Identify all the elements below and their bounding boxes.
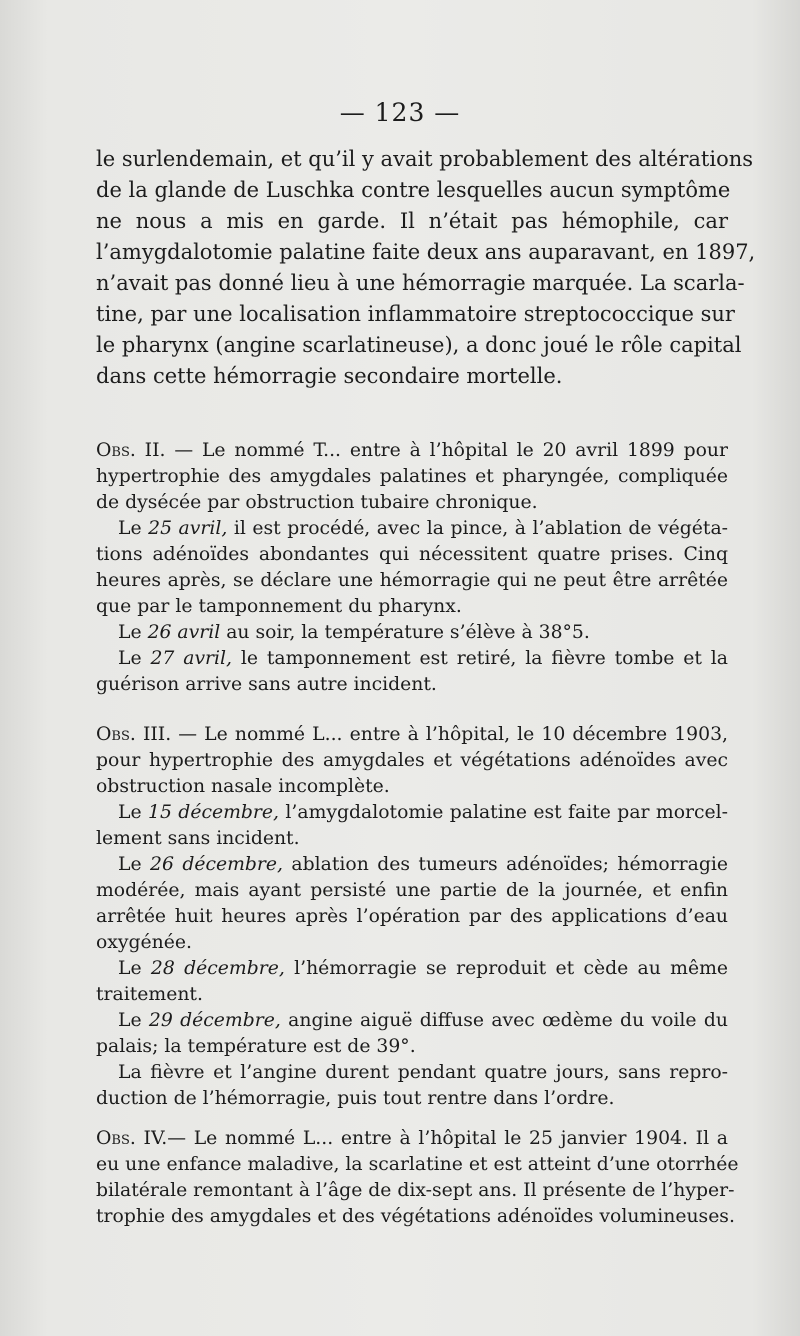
line-text: tions adénoïdes abondantes qui nécessitent quatre prises. Cinq bbox=[96, 544, 728, 565]
text-line bbox=[96, 330, 742, 361]
line-prefix: Le bbox=[118, 622, 148, 643]
text-line bbox=[96, 438, 728, 464]
line-text: — Le nommé L... entre à l’hôpital le 25 janvier 1904. Il a bbox=[167, 1128, 728, 1149]
line-text: que par le tamponnement du pharynx. bbox=[96, 596, 462, 617]
text-line bbox=[96, 774, 728, 800]
text-line bbox=[96, 722, 728, 748]
text-line bbox=[96, 464, 728, 490]
line-text: le surlendemain, et qu’il y avait probablement des altérations bbox=[96, 147, 754, 171]
date-emphasis: 25 avril, bbox=[148, 518, 228, 539]
line-text: La fièvre et l’angine durent pendant quatre jours, sans repro- bbox=[118, 1062, 728, 1083]
date-emphasis: 26 décembre, bbox=[150, 854, 283, 875]
text-line bbox=[96, 982, 728, 1008]
observation-label: Obs. II. bbox=[96, 440, 166, 461]
line-text: de dysécée par obstruction tubaire chronique. bbox=[96, 492, 538, 513]
text-line bbox=[96, 826, 728, 852]
text-line bbox=[96, 1008, 728, 1034]
text-line bbox=[96, 1086, 728, 1112]
line-text: bilatérale remontant à l’âge de dix-sept ans. Il présente de l’hyper- bbox=[96, 1180, 735, 1201]
text-line bbox=[96, 646, 728, 672]
line-text: palais; la température est de 39°. bbox=[96, 1036, 416, 1057]
line-text: lement sans incident. bbox=[96, 828, 300, 849]
line-text: le pharynx (angine scarlatineuse), a donc joué le rôle capital bbox=[96, 333, 742, 357]
text-line bbox=[96, 1152, 739, 1178]
text-line bbox=[96, 490, 728, 516]
text-line bbox=[96, 542, 728, 568]
line-prefix: Le bbox=[118, 1010, 149, 1031]
text-line bbox=[96, 1204, 735, 1230]
line-text: traitement. bbox=[96, 984, 203, 1005]
text-line bbox=[96, 299, 735, 330]
text-line bbox=[96, 1126, 728, 1152]
line-text: l’hémorragie se reproduit et cède au même bbox=[284, 958, 728, 979]
text-line bbox=[96, 516, 728, 542]
line-text: eu une enfance maladive, la scarlatine et est atteint d’une otorrhée bbox=[96, 1154, 739, 1175]
observation-3 bbox=[96, 722, 728, 1112]
line-text: hypertrophie des amygdales palatines et pharyngée, compliquée bbox=[96, 466, 728, 487]
line-prefix: Le bbox=[118, 854, 151, 875]
line-prefix: Le bbox=[118, 518, 149, 539]
line-prefix: Le bbox=[118, 958, 151, 979]
line-text: l’amygdalotomie palatine faite deux ans auparavant, en 1897, bbox=[96, 240, 756, 264]
text-line bbox=[96, 568, 728, 594]
line-text: angine aiguë diffuse avec œdème du voile du bbox=[280, 1010, 728, 1031]
observation-label: Obs. IV. bbox=[96, 1128, 168, 1149]
text-line bbox=[96, 800, 728, 826]
text-line bbox=[96, 361, 728, 392]
text-line bbox=[96, 1178, 735, 1204]
line-text: dans cette hémorragie secondaire mortelle. bbox=[96, 364, 563, 388]
text-line bbox=[96, 852, 728, 878]
date-emphasis: 28 décembre, bbox=[150, 958, 285, 979]
line-text: duction de l’hémorragie, puis tout rentre dans l’ordre. bbox=[96, 1088, 615, 1109]
line-text: de la glande de Luschka contre lesquelles aucun symptôme bbox=[96, 178, 731, 202]
text-line bbox=[96, 268, 745, 299]
line-text: il est procédé, avec la pince, à l’ablation de végéta- bbox=[227, 518, 728, 539]
paragraph-case-conclusion bbox=[96, 144, 756, 392]
line-prefix: Le bbox=[118, 648, 151, 669]
line-text: guérison arrive sans autre incident. bbox=[96, 674, 437, 695]
line-text: au soir, la température s’élève à 38°5. bbox=[220, 622, 590, 643]
line-text: l’amygdalotomie palatine est faite par morcel- bbox=[278, 802, 728, 823]
line-text: arrêtée huit heures après l’opération par des applications d’eau bbox=[96, 906, 728, 927]
text-line bbox=[96, 748, 728, 774]
line-text: heures après, se déclare une hémorragie qui ne peut être arrêtée bbox=[96, 570, 728, 591]
text-line bbox=[96, 1034, 728, 1060]
line-text: modérée, mais ayant persisté une partie de la journée, et enfin bbox=[96, 880, 728, 901]
text-line bbox=[96, 1060, 728, 1086]
date-emphasis: 15 décembre, bbox=[148, 802, 279, 823]
line-text: obstruction nasale incomplète. bbox=[96, 776, 390, 797]
line-prefix: Le bbox=[118, 802, 148, 823]
text-line bbox=[96, 672, 728, 698]
text-line bbox=[96, 175, 731, 206]
text-line bbox=[96, 237, 756, 268]
text-line bbox=[96, 904, 728, 930]
date-emphasis: 29 décembre, bbox=[148, 1010, 281, 1031]
line-text: le tamponnement est retiré, la fièvre tombe et la bbox=[232, 648, 728, 669]
text-line bbox=[96, 930, 728, 956]
text-line bbox=[96, 206, 728, 237]
line-text: trophie des amygdales et des végétations adénoïdes volumineuses. bbox=[96, 1206, 735, 1227]
text-line bbox=[96, 878, 728, 904]
page-number: — 123 — bbox=[339, 98, 461, 127]
text-line bbox=[96, 594, 728, 620]
line-text: n’avait pas donné lieu à une hémorragie marquée. La scarla- bbox=[96, 271, 745, 295]
date-emphasis: 27 avril, bbox=[150, 648, 233, 669]
line-text: pour hypertrophie des amygdales et végétations adénoïdes avec bbox=[96, 750, 728, 771]
observation-4 bbox=[96, 1126, 739, 1230]
text-line bbox=[96, 620, 728, 646]
line-text: ablation des tumeurs adénoïdes; hémorragie bbox=[283, 854, 728, 875]
observation-2 bbox=[96, 438, 728, 698]
line-text: — Le nommé T... entre à l’hôpital le 20 avril 1899 pour bbox=[165, 440, 728, 461]
line-text: oxygénée. bbox=[96, 932, 192, 953]
line-text: — Le nommé L... entre à l’hôpital, le 10 décembre 1903, bbox=[171, 724, 728, 745]
observation-label: Obs. III. bbox=[96, 724, 172, 745]
text-line bbox=[96, 144, 754, 175]
date-emphasis: 26 avril bbox=[147, 622, 221, 643]
line-text: ne nous a mis en garde. Il n’était pas hémophile, car bbox=[96, 209, 728, 233]
line-text: tine, par une localisation inflammatoire streptococcique sur bbox=[96, 302, 735, 326]
text-line bbox=[96, 956, 728, 982]
